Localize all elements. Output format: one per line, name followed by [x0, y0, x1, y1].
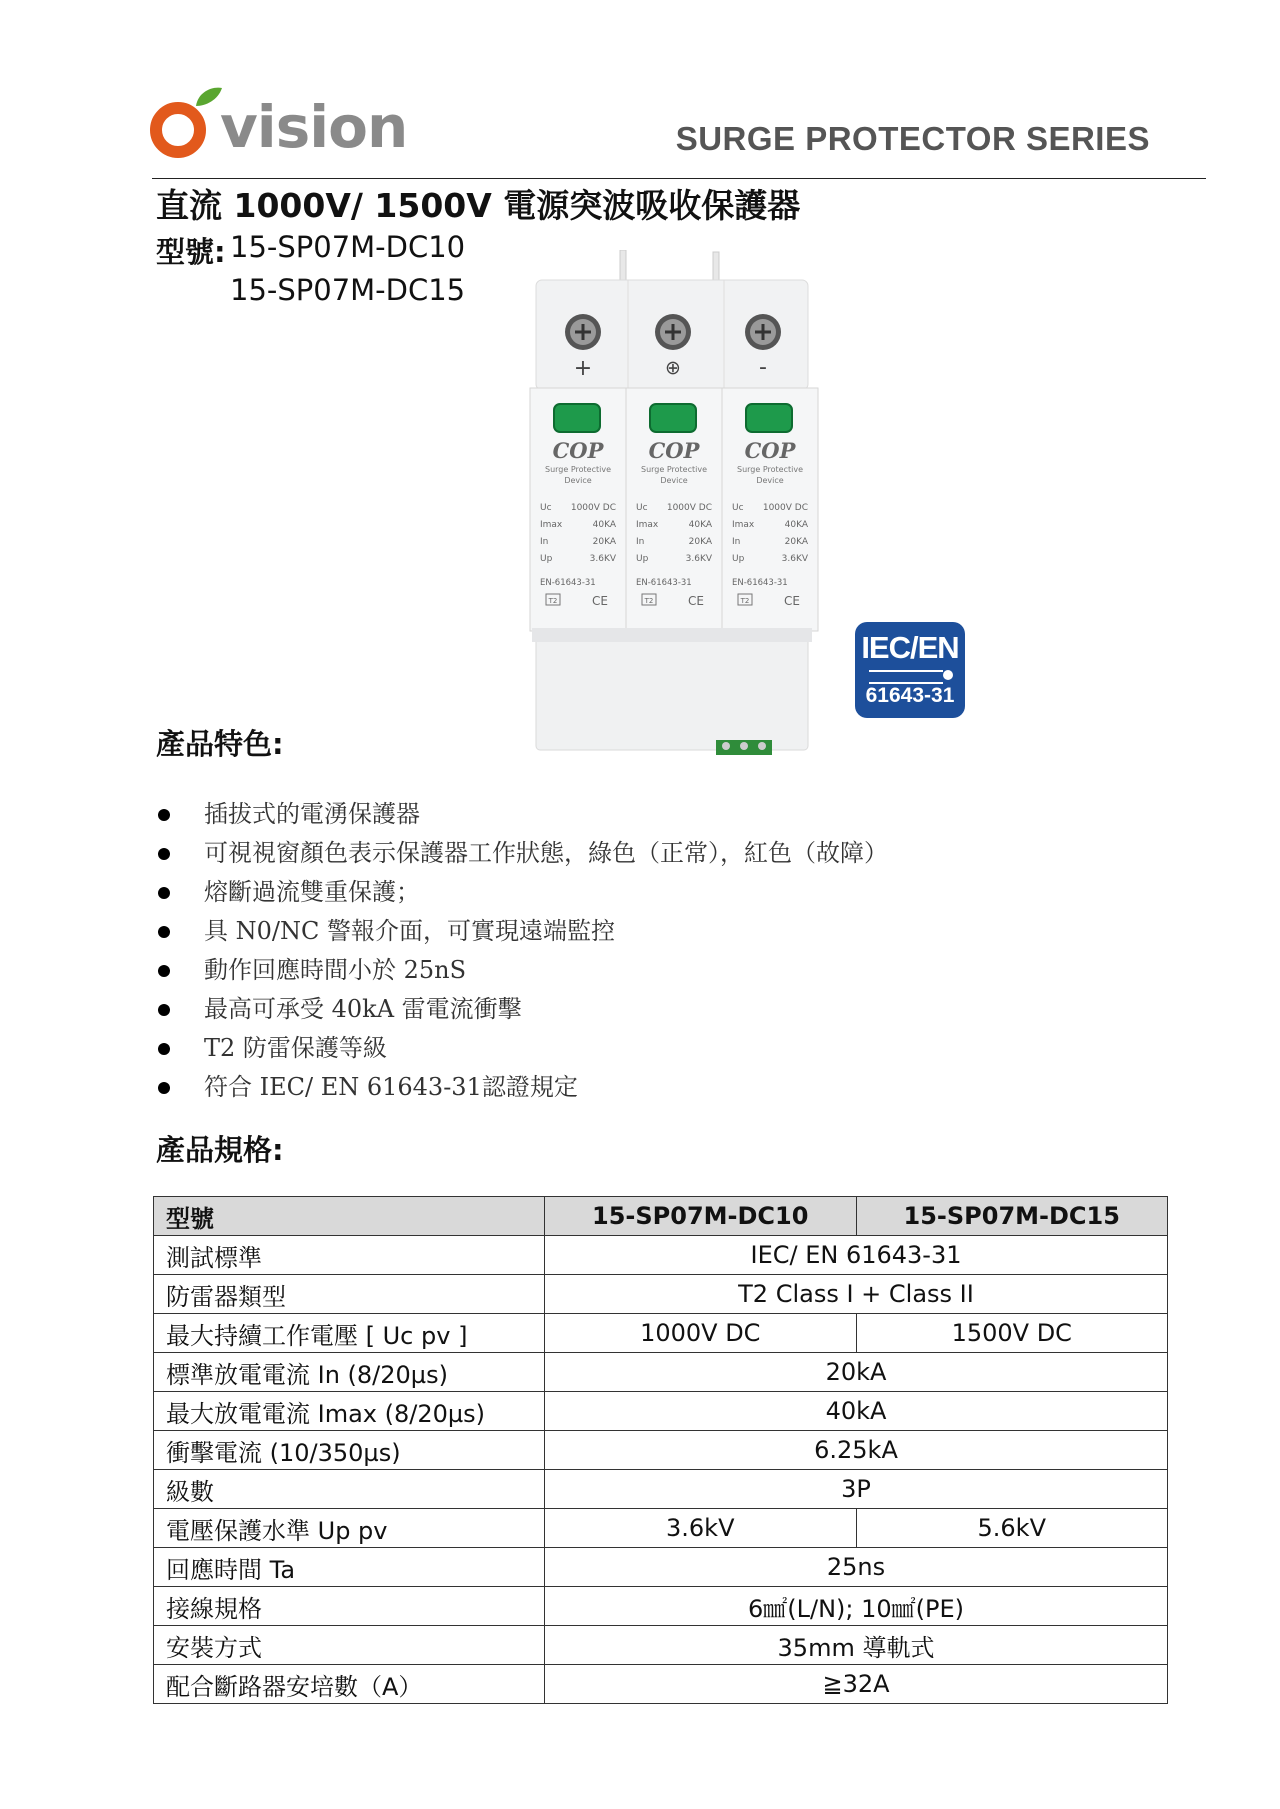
feature-item [158, 1029, 888, 1068]
terminal-label: ⊕ [665, 357, 681, 379]
terminal-label: + [573, 356, 593, 381]
feature-item [158, 951, 888, 990]
bullet-icon [158, 887, 170, 899]
table-row [154, 1392, 1168, 1431]
feature-item [158, 1068, 888, 1107]
spec-value: 40KA [592, 520, 616, 530]
module-subtitle: Surge Protective [544, 465, 612, 474]
spec-value: 1000V DC [545, 1314, 857, 1353]
spec-label: 安裝方式 [154, 1626, 545, 1665]
table-row [154, 1353, 1168, 1392]
spec-name: Up [732, 554, 745, 564]
feature-text: 動作回應時間小於 25nS [204, 956, 467, 984]
status-window [650, 404, 696, 432]
spec-name: In [540, 537, 549, 547]
module-subtitle: Surge Protective [736, 465, 804, 474]
spec-label: 防雷器類型 [154, 1275, 545, 1314]
ce-mark: CE [592, 594, 608, 608]
module-standard: EN-61643-31 [636, 578, 692, 588]
company-logo [150, 82, 410, 162]
screw-icon [565, 314, 601, 350]
table-header-cell: 15-SP07M-DC10 [545, 1197, 857, 1236]
spec-label: 標準放電電流 In (8/20µs) [154, 1353, 545, 1392]
badge-dot [943, 670, 953, 680]
bullet-icon [158, 848, 170, 860]
spec-value: 3.6kV [545, 1509, 857, 1548]
spec-value: 1000V DC [570, 503, 616, 513]
bullet-icon [158, 965, 170, 977]
table-row [154, 1509, 1168, 1548]
table-row [154, 1626, 1168, 1665]
spec-name: Uc [540, 503, 552, 513]
spec-label: 電壓保護水準 Up pv [154, 1509, 545, 1548]
badge-lines [869, 670, 943, 684]
spec-value: T2 Class I + Class II [545, 1275, 1168, 1314]
feature-item [158, 834, 888, 873]
spd-module [626, 388, 722, 631]
feature-text: 具 N0/NC 警報介面，可實現遠端監控 [204, 917, 615, 945]
badge-title: IEC/EN [861, 630, 959, 665]
spec-name: Imax [732, 520, 755, 530]
bullet-icon [158, 1082, 170, 1094]
table-row [154, 1236, 1168, 1275]
spec-label: 最大持續工作電壓 [ Uc pv ] [154, 1314, 545, 1353]
table-row [154, 1275, 1168, 1314]
screw-icon [745, 314, 781, 350]
spec-label: 級數 [154, 1470, 545, 1509]
spec-value: 5.6kV [856, 1509, 1168, 1548]
model-number: 15-SP07M-DC10 [230, 230, 466, 264]
module-subtitle: Device [660, 476, 688, 485]
spec-label: 最大放電電流 Imax (8/20µs) [154, 1392, 545, 1431]
spec-label: 配合斷路器安培數（A） [154, 1665, 545, 1704]
ce-mark: CE [784, 594, 800, 608]
feature-text: 插拔式的電湧保護器 [204, 800, 420, 828]
spec-value: 35mm 導軌式 [545, 1626, 1168, 1665]
feature-item [158, 990, 888, 1029]
spec-name: Uc [732, 503, 744, 513]
table-header-cell: 15-SP07M-DC15 [856, 1197, 1168, 1236]
module-subtitle: Device [564, 476, 592, 485]
model-label: 型號: [156, 235, 226, 269]
spec-value: 20kA [545, 1353, 1168, 1392]
feature-text: T2 防雷保護等級 [204, 1034, 387, 1062]
feature-text: 最高可承受 40kA 雷電流衝擊 [204, 995, 522, 1023]
spec-name: In [636, 537, 645, 547]
feature-text: 可視視窗顏色表示保護器工作狀態，綠色（正常），紅色（故障） [204, 839, 888, 867]
spec-value: 40kA [545, 1392, 1168, 1431]
table-row [154, 1314, 1168, 1353]
spec-label: 測試標準 [154, 1236, 545, 1275]
spec-value: 1000V DC [666, 503, 712, 513]
spec-label: 接線規格 [154, 1587, 545, 1626]
bullet-icon [158, 809, 170, 821]
screw-icon [655, 314, 691, 350]
module-brand: COP [648, 438, 700, 463]
terminal-label: - [759, 355, 767, 380]
t2-mark: T2 [548, 597, 558, 605]
bullet-icon [158, 926, 170, 938]
badge-standard: 61643-31 [865, 684, 955, 707]
table-row [154, 1587, 1168, 1626]
document-title: 直流 1000V/ 1500V 電源突波吸收保護器 [156, 186, 801, 225]
spec-value: 3.6KV [685, 554, 712, 564]
spec-table [153, 1196, 1168, 1704]
spec-value: 25ns [545, 1548, 1168, 1587]
table-header-cell: 型號 [154, 1197, 545, 1236]
iec-certification-badge [855, 622, 965, 718]
feature-item [158, 795, 888, 834]
spec-value: 1000V DC [762, 503, 808, 513]
spec-value: IEC/ EN 61643-31 [545, 1236, 1168, 1275]
spec-value: 6.25kA [545, 1431, 1168, 1470]
spd-module [722, 388, 818, 631]
module-subtitle: Surge Protective [640, 465, 708, 474]
specs-heading: 產品規格: [156, 1133, 284, 1167]
t2-mark: T2 [740, 597, 750, 605]
spec-name: Imax [636, 520, 659, 530]
feature-item [158, 873, 888, 912]
spec-label: 回應時間 Ta [154, 1548, 545, 1587]
spec-name: In [732, 537, 741, 547]
model-number: 15-SP07M-DC15 [230, 273, 466, 307]
table-row [154, 1470, 1168, 1509]
feature-text: 熔斷過流雙重保護； [204, 878, 420, 906]
module-standard: EN-61643-31 [732, 578, 788, 588]
spec-value: 20KA [784, 537, 808, 547]
feature-text: 符合 IEC/ EN 61643-31認證規定 [204, 1073, 578, 1101]
ce-mark: CE [688, 594, 704, 608]
table-row [154, 1548, 1168, 1587]
bullet-icon [158, 1043, 170, 1055]
table-row [154, 1665, 1168, 1704]
product-photo [528, 250, 828, 755]
module-subtitle: Device [756, 476, 784, 485]
spec-value: 1500V DC [856, 1314, 1168, 1353]
module-standard: EN-61643-31 [540, 578, 596, 588]
spec-value: 6㎟(L/N); 10㎟(PE) [545, 1587, 1168, 1626]
spd-module [530, 388, 626, 631]
spec-name: Up [636, 554, 649, 564]
spec-value: 3.6KV [589, 554, 616, 564]
spec-value: 3.6KV [781, 554, 808, 564]
t2-mark: T2 [644, 597, 654, 605]
logo-wordmark: vision [220, 93, 408, 161]
table-row [154, 1431, 1168, 1470]
spec-name: Uc [636, 503, 648, 513]
bullet-icon [158, 1004, 170, 1016]
logo-o-mark [150, 102, 206, 158]
spec-value: ≧32A [545, 1665, 1168, 1704]
status-window [746, 404, 792, 432]
module-brand: COP [552, 438, 604, 463]
features-list [158, 795, 888, 1107]
feature-item [158, 912, 888, 951]
spec-value: 20KA [592, 537, 616, 547]
features-heading: 產品特色: [156, 727, 284, 761]
spec-value: 20KA [688, 537, 712, 547]
header-divider [152, 178, 1206, 179]
spec-value: 40KA [688, 520, 712, 530]
series-title: SURGE PROTECTOR SERIES [675, 120, 1150, 157]
spec-label: 衝擊電流 (10/350µs) [154, 1431, 545, 1470]
spec-value: 40KA [784, 520, 808, 530]
table-header-row [154, 1197, 1168, 1236]
spec-name: Imax [540, 520, 563, 530]
status-window [554, 404, 600, 432]
module-brand: COP [744, 438, 796, 463]
spec-name: Up [540, 554, 553, 564]
spec-value: 3P [545, 1470, 1168, 1509]
